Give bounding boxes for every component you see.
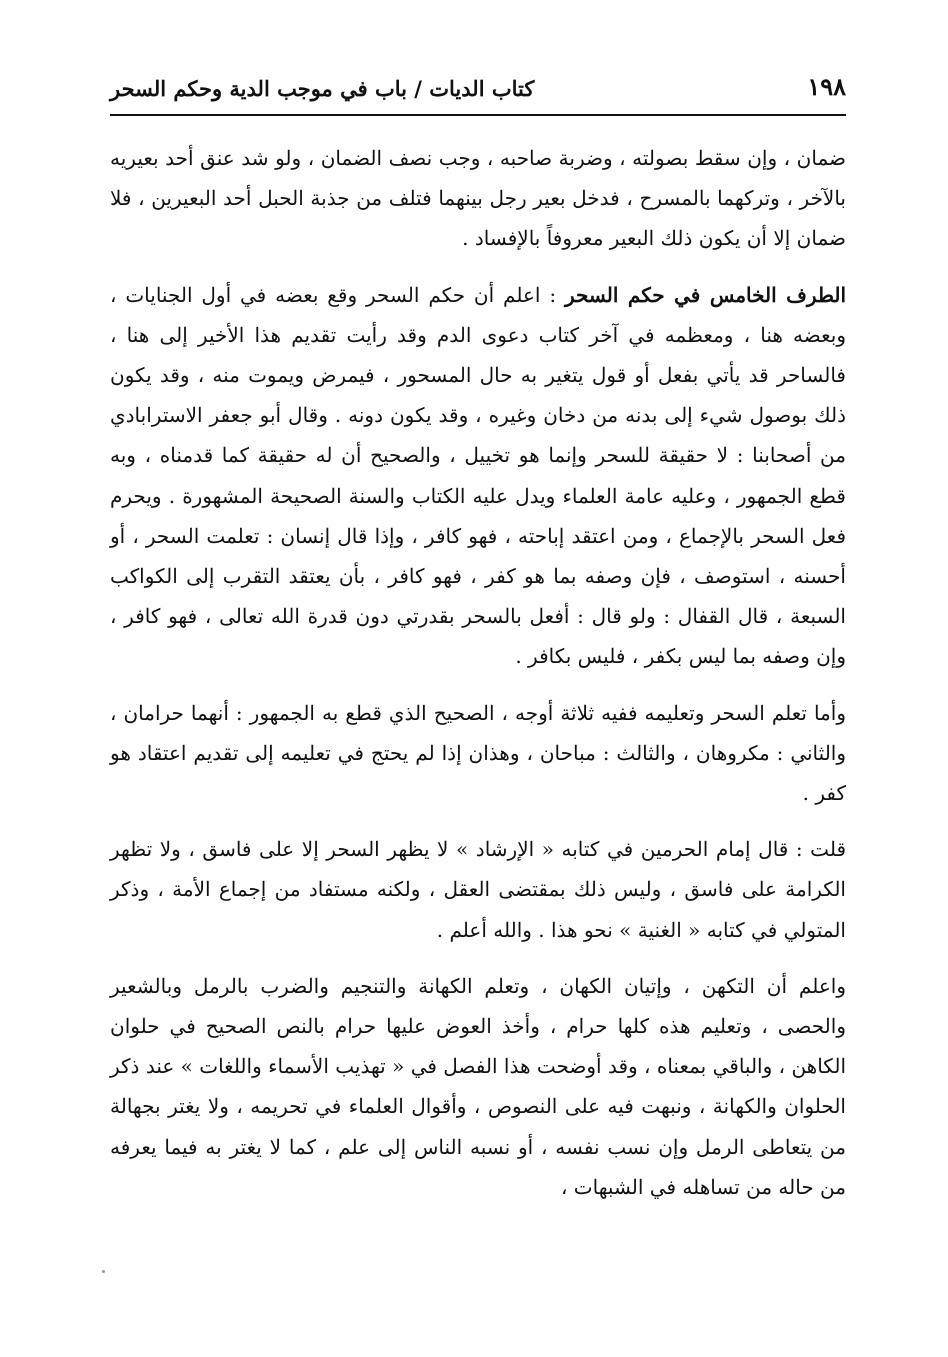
page-header <box>110 68 846 116</box>
section-heading: الطرف الخامس في حكم السحر <box>564 282 846 307</box>
paragraph-3 <box>110 693 846 814</box>
paragraph-2-text: : اعلم أن حكم السحر وقع بعضه في أول الجنايات ، وبعضه هنا ، ومعظمه في آخر كتاب دعوى الدم وقد رأيت تقديم هذا الأخير إلى هنا ، فالساحر قد يأتي بفعل أو قول يتغير به حال المسحور ، فيمرض ويموت منه ، وقد يكون ذلك بوصول شيء إلى بدنه من دخان وغيره ، وقد يكون دونه . وقال أبو جعفر الاسترابادي من أصحابنا : لا حقيقة للسحر وإنما هو تخييل ، والصحيح أن له حقيقة كما قدمناه ، وبه قطع الجمهور ، وعليه عامة العلماء ويدل عليه الكتاب والسنة الصحيحة المشهورة . ويحرم فعل السحر بالإجماع ، ومن اعتقد إباحته ، فهو كافر ، وإذا قال إنسان : تعلمت السحر ، أو أحسنه ، استوصف ، فإن وصفه بما هو كفر ، فهو كافر ، بأن يعتقد التقرب إلى الكواكب السبعة ، قال القفال : ولو قال : أفعل بالسحر بقدرتي دون قدرة الله تعالى ، فهو كافر ، وإن وصفه بما ليس بكفر ، فليس بكافر . <box>110 282 846 669</box>
paragraph-5 <box>110 966 846 1207</box>
running-title: كتاب الديات / باب في موجب الدية وحكم السحر <box>110 76 535 101</box>
paragraph-5-text: واعلم أن التكهن ، وإتيان الكهان ، وتعلم الكهانة والتنجيم والضرب بالرمل وبالشعير والحصى ، وتعليم هذه كلها حرام ، وأخذ العوض عليها حرام بالنص الصحيح في حلوان الكاهن ، والباقي بمعناه ، وقد أوضحت هذا الفصل في « تهذيب الأسماء واللغات » عند ذكر الحلوان والكهانة ، ونبهت فيه على النصوص ، وأقوال العلماء في تحريمه ، ولا يغتر بجهالة من يتعاطى الرمل وإن نسب نفسه ، أو نسبه الناس إلى علم ، كما لا يغتر به فيما يعرفه من حاله من تساهله في الشبهات ، <box>110 973 846 1199</box>
paragraph-1 <box>110 138 846 259</box>
page-number: ١٩٨ <box>807 72 846 101</box>
paragraph-1-text: ضمان ، وإن سقط بصولته ، وضربة صاحبه ، وجب نصف الضمان ، ولو شد عنق أحد بعيريه بالآخر ، وتركهما بالمسرح ، فدخل بعير رجل بينهما فتلف من جذبة الحبل أحد البعيرين ، فلا ضمان إلا أن يكون ذلك البعير معروفاً بالإفساد . <box>110 146 846 251</box>
body-text <box>110 138 846 1223</box>
margin-speck <box>102 1270 105 1273</box>
paragraph-2 <box>110 275 846 677</box>
paragraph-4-text: قلت : قال إمام الحرمين في كتابه « الإرشاد » لا يظهر السحر إلا على فاسق ، ولا تظهر الكرامة على فاسق ، وليس ذلك بمقتضى العقل ، ولكنه مستفاد من إجماع الأمة ، وذكر المتولي في كتابه « الغنية » نحو هذا . والله أعلم . <box>110 837 846 942</box>
header-rule <box>110 114 846 116</box>
paragraph-4 <box>110 829 846 950</box>
paragraph-3-text: وأما تعلم السحر وتعليمه ففيه ثلاثة أوجه ، الصحيح الذي قطع به الجمهور : أنهما حرامان ، والثاني : مكروهان ، والثالث : مباحان ، وهذان إذا لم يحتج في تعليمه إلى تقديم اعتقاد هو كفر . <box>110 700 846 806</box>
